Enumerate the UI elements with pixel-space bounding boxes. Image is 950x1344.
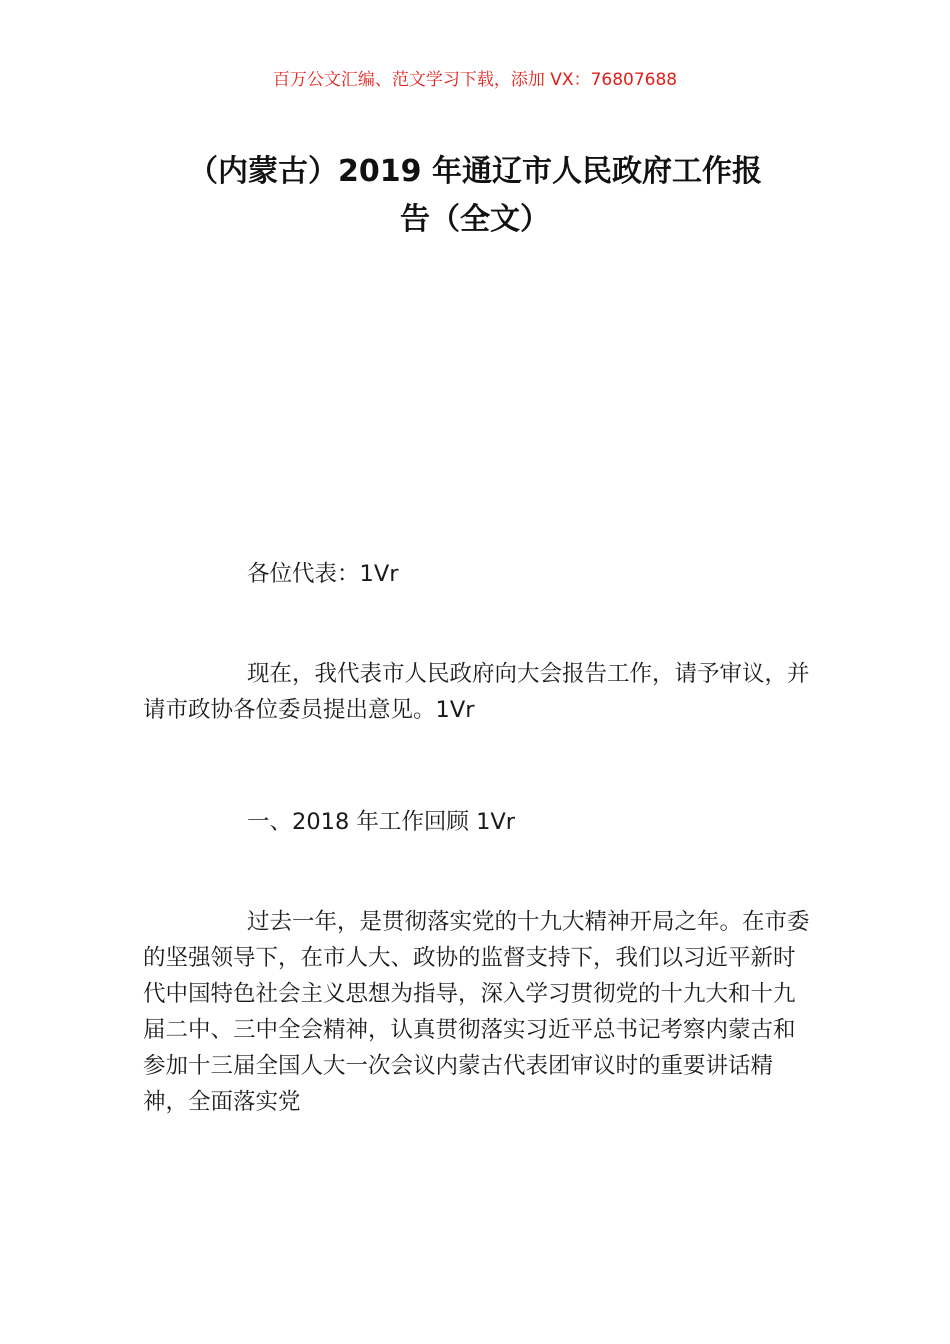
section-heading-1: 一、2018 年工作回顾 1Vr bbox=[247, 809, 516, 835]
title-line-2: 告（全文） bbox=[400, 202, 550, 237]
title-line-1: （内蒙古）2019 年通辽市人民政府工作报 bbox=[188, 154, 762, 189]
header-banner: 百万公文汇编、范文学习下载，添加 VX：76807688 bbox=[272, 70, 678, 90]
salutation: 各位代表：1Vr bbox=[247, 561, 399, 587]
paragraph-1: 现在，我代表市人民政府向大会报告工作，请予审议，并请市政协各位委员提出意见。1Vr bbox=[143, 661, 810, 723]
paragraph-2: 过去一年，是贯彻落实党的十九大精神开局之年。在市委的坚强领导下，在市人大、政协的监督支持下，我们以习近平新时代中国特色社会主义思想为指导，深入学习贯彻党的十九大和十九届二中、三中全会精神，认真贯彻落实习近平总书记考察内蒙古和参加十三届全国人大一次会议内蒙古代表团审议时的重要讲话精神，全面落实党 bbox=[143, 909, 810, 1115]
document-title bbox=[140, 148, 810, 244]
